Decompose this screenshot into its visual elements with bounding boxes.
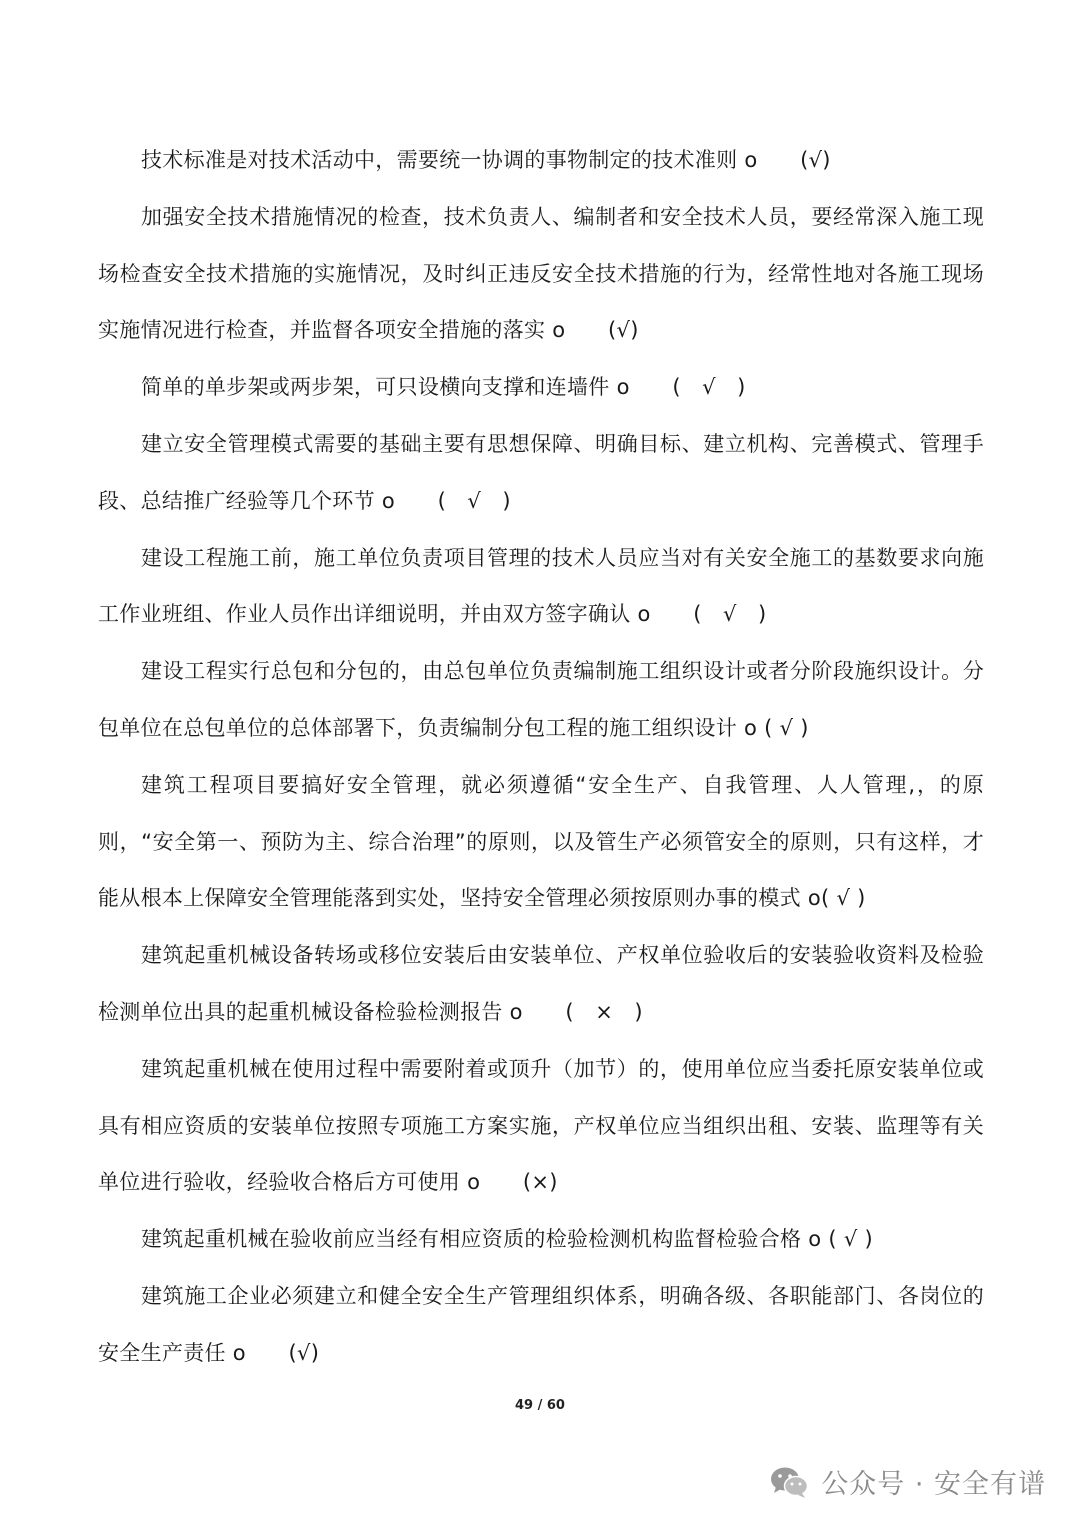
paragraph: 建立安全管理模式需要的基础主要有思想保障、明确目标、建立机构、完善模式、管理手段、总结推广经验等几个环节 o ( √ ) — [98, 431, 984, 513]
document-body — [98, 132, 984, 1382]
paragraph: 建筑施工企业必须建立和健全安全生产管理组织体系，明确各级、各职能部门、各岗位的安全生产责任 o (√) — [98, 1283, 984, 1365]
page-number: 49 / 60 — [515, 1398, 565, 1413]
paragraph: 建筑起重机械在验收前应当经有相应资质的检验检测机构监督检验合格 o ( √ ) — [141, 1227, 874, 1252]
paragraph: 建筑起重机械设备转场或移位安装后由安装单位、产权单位验收后的安装验收资料及检验检测单位出具的起重机械设备检验检测报告 o ( × ) — [98, 943, 984, 1024]
paragraph: 建设工程实行总包和分包的，由总包单位负责编制施工组织设计或者分阶段施织设计。分包单位在总包单位的总体部署下，负责编制分包工程的施工组织设计 o ( √ ) — [98, 659, 984, 740]
paragraph: 技术标准是对技术活动中，需要统一协调的事物制定的技术准则 o (√) — [141, 148, 831, 172]
watermark — [769, 1462, 1046, 1501]
paragraph: 建筑工程项目要搞好安全管理，就必须遵循“安全生产、自我管理、人人管理,，的原则，“安全第一、预防为主、综合治理”的原则，以及管生产必须管安全的原则，只有这样，才能从根本上保障安全管理能落到实处，坚持安全管理必须按原则办事的模式 o( √ ) — [98, 772, 984, 911]
paragraph: 加强安全技术措施情况的检查，技术负责人、编制者和安全技术人员，要经常深入施工现场检查安全技术措施的实施情况，及时纠正违反安全技术措施的行为，经常性地对各施工现场实施情况进行检查，并监督各项安全措施的落实 o (√) — [98, 204, 984, 343]
wechat-icon — [769, 1465, 809, 1499]
watermark-text: 公众号 · 安全有谱 — [821, 1469, 1046, 1500]
paragraph: 简单的单步架或两步架，可只设横向支撑和连墙件 o ( √ ) — [141, 375, 746, 400]
paragraph: 建筑起重机械在使用过程中需要附着或顶升（加节）的，使用单位应当委托原安装单位或具有相应资质的安装单位按照专项施工方案实施，产权单位应当组织出租、安装、监理等有关单位进行验收，经验收合格后方可使用 o (×) — [98, 1056, 984, 1195]
paragraph: 建设工程施工前，施工单位负责项目管理的技术人员应当对有关安全施工的基数要求向施工作业班组、作业人员作出详细说明，并由双方签字确认 o ( √ ) — [98, 545, 984, 627]
